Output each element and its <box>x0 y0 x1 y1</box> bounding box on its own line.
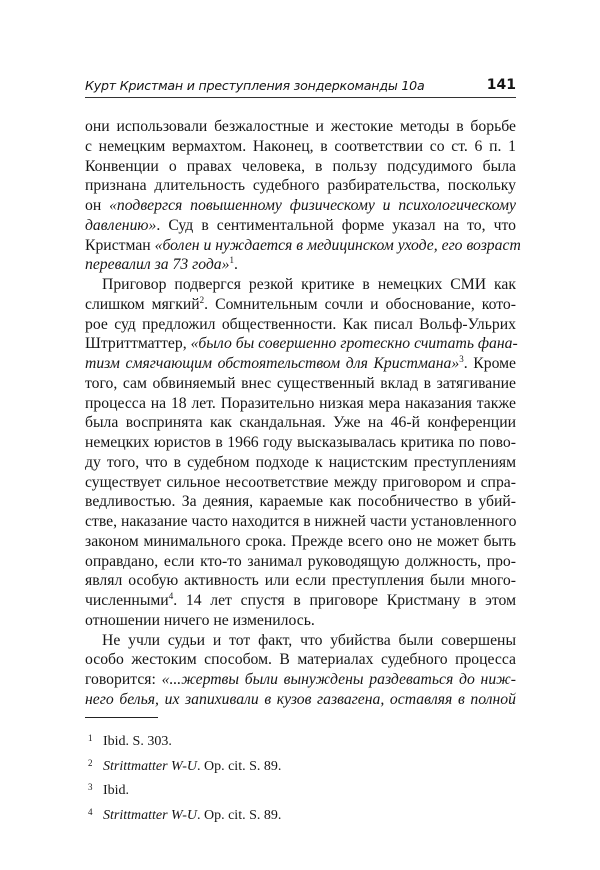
text-run: . Суд в сентиментальной форме указал на то, что <box>156 216 516 234</box>
text-run: тизм смягчающим обстоятельством для Кристмана» <box>85 355 460 372</box>
footnote <box>85 802 281 827</box>
text-run: Strittmatter W-U <box>103 807 197 823</box>
text-run: Приговор подвергся резкой критике в немецких СМИ как <box>102 276 516 293</box>
text-run: того, сам обвиняемый внес существенный вклад в затягивание <box>85 374 516 392</box>
footnote-number: 4 <box>88 806 93 817</box>
text-run: численными <box>85 592 169 609</box>
footnote <box>85 753 281 778</box>
text-line <box>85 354 516 374</box>
text-run: . Op. cit. S. 89. <box>196 758 282 774</box>
text-run: они использовали безжалостные и жестокие методы в борьбе <box>85 118 516 135</box>
text-line <box>85 176 516 196</box>
footnote <box>85 777 281 802</box>
footnote-ref: 3 <box>459 354 464 364</box>
text-run: оправдано, если кто-то занимал руководящую должность, про- <box>85 552 516 570</box>
text-run: . Op. cit. S. 89. <box>196 807 282 823</box>
text-line <box>85 117 516 137</box>
text-run: слишком мягкий <box>85 295 200 313</box>
text-run: . Кроме <box>463 355 516 372</box>
text-run: особо жестоким способом. В материалах судебного процесса <box>85 651 516 669</box>
text-line <box>85 552 516 572</box>
footnote-ref: 1 <box>229 255 234 266</box>
text-line <box>85 315 516 335</box>
text-line <box>85 532 516 552</box>
text-line <box>85 670 516 690</box>
footnote-number: 1 <box>88 733 93 743</box>
text-run: Не учли судьи и тот факт, что убийства были совершены <box>102 631 516 649</box>
text-run: Кристман <box>85 236 155 254</box>
text-line <box>85 492 516 512</box>
text-run: Конвенции о правах человека, в пользу подсудимого была <box>85 157 516 175</box>
text-line <box>85 394 516 414</box>
text-line <box>85 216 516 236</box>
text-line <box>85 137 516 157</box>
text-line <box>85 196 516 216</box>
text-run: рое суд предложил общественности. Как писал Вольф-Ульрих <box>85 315 516 333</box>
text-line <box>85 433 516 453</box>
text-line <box>85 413 516 433</box>
text-run: законом минимального срока. Прежде всего оно не может быть <box>85 532 516 550</box>
text-run: «...жертвы были вынуждены раздеваться до ниж- <box>161 671 516 688</box>
text-run: Strittmatter W-U <box>103 758 197 774</box>
text-run: . 14 лет спустя в приговоре Кристману в этом <box>173 592 516 609</box>
text-line <box>85 275 516 295</box>
text-run: перевалил за 73 года» <box>85 256 230 274</box>
text-line <box>85 236 521 256</box>
text-run: . Сомнительным сочли и обоснование, кото- <box>204 295 516 313</box>
footnote-ref: 4 <box>168 591 174 601</box>
text-run: немецких юристов в 1966 году высказывалась критика по пово- <box>85 434 516 451</box>
text-run: он <box>85 197 110 214</box>
text-run: процесса на 18 лет. Поразительно низкая мера наказания также <box>85 394 516 412</box>
text-run: него белья, их запихивали в кузов газвагена, оставляя в полной <box>85 690 516 708</box>
footnote-number: 2 <box>88 757 93 768</box>
text-run: «было бы совершенно гротескно считать фана- <box>190 335 518 353</box>
text-line <box>85 157 516 177</box>
text-line <box>85 334 516 354</box>
text-line <box>85 255 516 275</box>
text-line <box>85 650 516 670</box>
text-run: говорится: <box>85 671 162 688</box>
text-run: Штриттматтер, <box>85 335 191 353</box>
text-line <box>85 453 516 473</box>
footnote-number: 3 <box>88 782 93 793</box>
text-line <box>85 591 516 611</box>
running-header <box>85 77 516 98</box>
footnote <box>85 728 281 753</box>
text-line <box>85 512 516 532</box>
text-run: ду того, что в судебном подходе к нацистским преступлениям <box>85 453 516 471</box>
text-run: ведливостью. За деяния, караемые как пособничество в убий- <box>85 493 516 511</box>
text-run: была воспринята как скандальная. Уже на 46-й конференции <box>85 414 516 432</box>
footnotes <box>85 728 281 826</box>
footnote-divider <box>85 717 158 718</box>
text-run: являл особую активность или если преступления были много- <box>85 572 516 590</box>
text-line <box>85 473 516 493</box>
text-run: признана длительность судебного разбирательства, поскольку <box>85 177 516 195</box>
page-number: 141 <box>486 77 516 93</box>
text-line <box>85 690 516 710</box>
text-run: давлению» <box>85 216 157 234</box>
text-line <box>85 631 516 651</box>
text-run: с немецким вермахтом. Наконец, в соответствии со ст. 6 п. 1 <box>85 137 516 155</box>
text-line <box>85 374 516 394</box>
running-title: Курт Кристман и преступления зондеркоманды 10а <box>85 78 425 93</box>
text-run: Ibid. <box>103 783 130 799</box>
text-line <box>85 571 516 591</box>
text-run: Ibid. S. 303. <box>103 734 172 749</box>
text-run: «подвергся повышенному физическому и психологическому <box>109 197 516 214</box>
body-text <box>85 117 521 710</box>
text-run: отношении ничего не изменилось. <box>85 611 315 629</box>
text-line <box>85 611 516 631</box>
text-run: существует сильное несоответствие между приговором и спра- <box>85 473 516 491</box>
text-run: . <box>233 256 238 274</box>
text-run: стве, наказание часто находится в нижней части установленного <box>85 513 517 530</box>
footnote-ref: 2 <box>199 294 205 305</box>
text-line <box>85 295 516 315</box>
text-run: «болен и нуждается в медицинском уходе, его возраст <box>154 236 521 254</box>
